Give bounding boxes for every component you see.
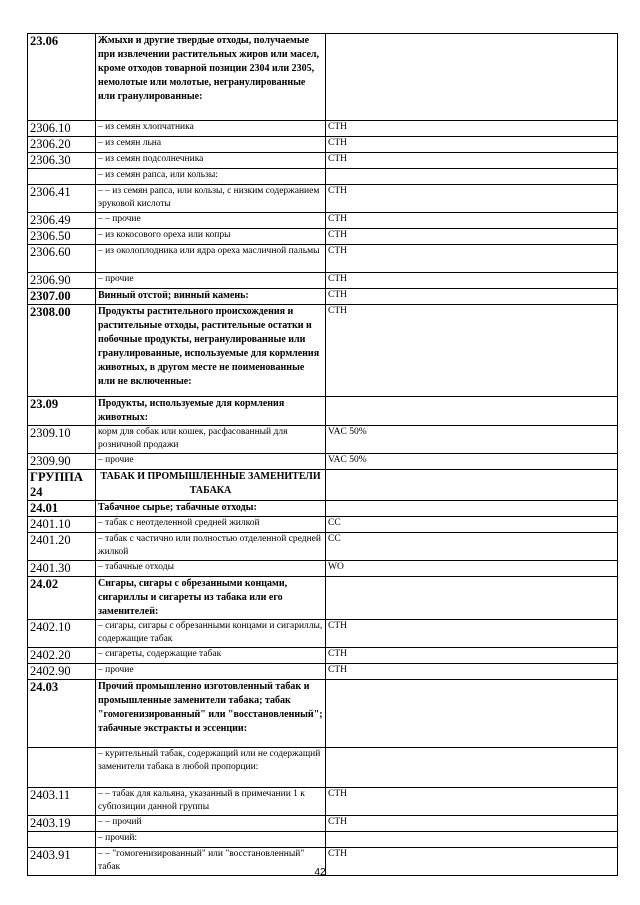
table-row [28,213,618,229]
hs-code-cell: 2309.10 [28,426,96,454]
description-cell: – – "гомогенизированный" или "восстановленный" табак [96,848,326,876]
hs-code-cell: 2402.90 [28,664,96,680]
hs-code-cell: ГРУППА 24 [28,470,96,501]
rule-cell [326,832,618,848]
description-cell: – прочие [96,454,326,470]
hs-code-cell: 2306.10 [28,121,96,137]
table-row [28,137,618,153]
description-cell: – – табак для кальяна, указанный в примечании 1 к субпозиции данной группы [96,788,326,816]
description-cell: – прочий: [96,832,326,848]
description-cell: Жмыхи и другие твердые отходы, получаемые при извлечении растительных жиров или масел, кроме отходов товарной позиции 2304 или 2305, немолотые или молотые, негранулированные или гранулированные: [96,34,326,121]
table-row [28,121,618,137]
hs-code-cell: 2401.20 [28,533,96,561]
rule-cell: СТН [326,137,618,153]
rule-cell [326,501,618,517]
table-row [28,748,618,788]
table-row [28,229,618,245]
rule-cell: WO [326,561,618,577]
hs-code-cell: 2307.00 [28,289,96,305]
hs-code-cell: 2402.10 [28,620,96,648]
description-cell: – – из семян рапса, или кользы, с низким содержанием эруковой кислоты [96,185,326,213]
rule-cell: СТН [326,213,618,229]
table-row [28,816,618,832]
rule-cell [326,169,618,185]
rule-cell [326,34,618,121]
table-row [28,397,618,426]
rule-cell: VAC 50% [326,426,618,454]
description-cell: Прочий промышленно изготовленный табак и промышленные заменители табака; табак "гомогенизированный" или "восстановленный"; табачные экстракты и эссенции: [96,680,326,748]
rule-cell: СТН [326,620,618,648]
table-row [28,153,618,169]
hs-code-cell [28,832,96,848]
description-cell: ТАБАК И ПРОМЫШЛЕННЫЕ ЗАМЕНИТЕЛИ ТАБАКА [96,470,326,501]
rule-cell: СТН [326,305,618,397]
hs-code-cell: 23.06 [28,34,96,121]
table-row [28,185,618,213]
description-cell: – табак с частично или полностью отделенной средней жилкой [96,533,326,561]
table-row [28,664,618,680]
table-row [28,501,618,517]
description-cell: – сигареты, содержащие табак [96,648,326,664]
table-row [28,577,618,620]
rule-cell: СС [326,533,618,561]
description-cell: Винный отстой; винный камень: [96,289,326,305]
description-cell: – сигары, сигары с обрезанными концами и сигариллы, содержащие табак [96,620,326,648]
rule-cell: СС [326,517,618,533]
rule-cell [326,397,618,426]
table-row [28,470,618,501]
rule-cell [326,680,618,748]
table-row [28,454,618,470]
rule-cell: СТН [326,289,618,305]
hs-code-cell: 2402.20 [28,648,96,664]
hs-code-cell: 2308.00 [28,305,96,397]
rule-cell: СТН [326,153,618,169]
hs-code-cell: 2306.20 [28,137,96,153]
description-cell: – – прочие [96,213,326,229]
hs-code-cell: 24.03 [28,680,96,748]
rule-cell [326,470,618,501]
table-row [28,169,618,185]
table-row [28,620,618,648]
hs-code-cell: 2403.11 [28,788,96,816]
description-cell: – из кокосового ореха или копры [96,229,326,245]
description-cell: – табак с неотделенной средней жилкой [96,517,326,533]
hs-code-cell: 2403.19 [28,816,96,832]
rule-cell: СТН [326,648,618,664]
hs-code-cell [28,748,96,788]
description-cell: – из семян льна [96,137,326,153]
table-row [28,289,618,305]
hs-code-cell: 2401.10 [28,517,96,533]
hs-code-cell: 2309.90 [28,454,96,470]
rule-cell [326,748,618,788]
hs-code-cell: 2306.30 [28,153,96,169]
rule-cell: СТН [326,229,618,245]
description-cell: Сигары, сигары с обрезанными концами, сигариллы и сигареты из табака или его заменителей: [96,577,326,620]
tariff-table-body [28,34,618,876]
table-row [28,273,618,289]
table-row [28,680,618,748]
description-cell: – прочие [96,664,326,680]
description-cell: – курительный табак, содержащий или не содержащий заменители табака в любой пропорции: [96,748,326,788]
description-cell: – табачные отходы [96,561,326,577]
table-row [28,245,618,273]
table-row [28,426,618,454]
hs-code-cell: 2401.30 [28,561,96,577]
table-row [28,788,618,816]
rule-cell: СТН [326,245,618,273]
table-row [28,517,618,533]
hs-code-cell: 2306.49 [28,213,96,229]
hs-code-cell: 24.01 [28,501,96,517]
description-cell: корм для собак или кошек, расфасованный для розничной продажи [96,426,326,454]
rule-cell: СТН [326,185,618,213]
table-row [28,561,618,577]
rule-cell: СТН [326,788,618,816]
description-cell: Продукты растительного происхождения и растительные отходы, растительные остатки и побочные продукты, негранулированные или гранулированные, используемые для кормления животных, в другом месте не поименованные или не включенные: [96,305,326,397]
description-cell: – прочие [96,273,326,289]
description-cell: – из семян рапса, или кользы: [96,169,326,185]
description-cell: – из околоплодника или ядра ореха масличной пальмы [96,245,326,273]
table-row [28,533,618,561]
hs-code-cell: 2306.90 [28,273,96,289]
hs-code-cell [28,169,96,185]
rule-cell: СТН [326,273,618,289]
hs-code-cell: 2403.91 [28,848,96,876]
description-cell: – – прочий [96,816,326,832]
hs-code-cell: 2306.60 [28,245,96,273]
table-row [28,832,618,848]
hs-code-cell: 2306.50 [28,229,96,245]
hs-code-cell: 2306.41 [28,185,96,213]
hs-code-cell: 24.02 [28,577,96,620]
description-cell: Табачное сырье; табачные отходы: [96,501,326,517]
description-cell: – из семян подсолнечника [96,153,326,169]
rule-cell: СТН [326,664,618,680]
table-row [28,34,618,121]
rule-cell: VAC 50% [326,454,618,470]
page-number: 42 [314,867,326,878]
tariff-table [27,33,618,876]
rule-cell [326,577,618,620]
rule-cell: СТН [326,121,618,137]
rule-cell: СТН [326,848,618,876]
hs-code-cell: 23.09 [28,397,96,426]
table-row [28,305,618,397]
description-cell: – из семян хлопчатника [96,121,326,137]
description-cell: Продукты, используемые для кормления животных: [96,397,326,426]
table-row [28,648,618,664]
rule-cell: СТН [326,816,618,832]
